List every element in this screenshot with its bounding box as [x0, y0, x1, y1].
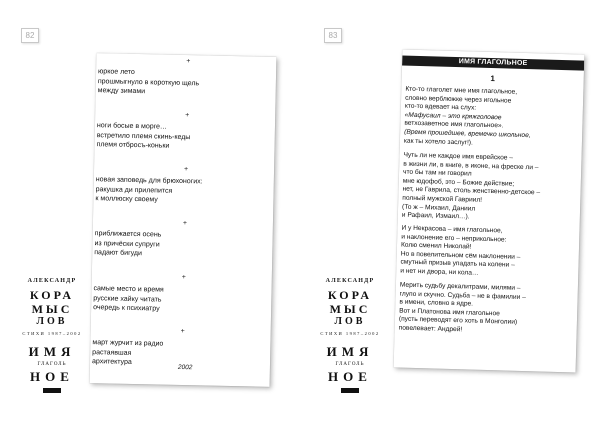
- poem-line: ветхозаветное имя глагольное».: [404, 119, 504, 130]
- poem-title: ИМЯ ГЛАГОЛЬНОЕ: [458, 58, 528, 68]
- stanza-separator: +: [182, 220, 188, 228]
- spine-block: [43, 388, 61, 393]
- stanza-separator: +: [186, 58, 191, 66]
- poem-line: повелевает: Андрей!: [398, 324, 463, 334]
- poem-stanza: [404, 86, 582, 151]
- spine-title-2: НОЕ: [328, 369, 372, 384]
- stanza-separator: +: [183, 166, 189, 174]
- haiku-line: русские хайку читать: [93, 294, 162, 304]
- haiku-line: племя отбросъ-коньки: [96, 141, 170, 150]
- stanza-separator: +: [181, 273, 186, 282]
- poem-line: в имени, словно в ядре.: [399, 298, 474, 308]
- poem-line: Мерить судьбу декалитрами, милями –: [399, 281, 521, 292]
- poem-stanza: [402, 152, 580, 226]
- haiku-line: приближается осень: [94, 230, 162, 239]
- year-label: 2002: [177, 363, 193, 372]
- haiku-stanza: [96, 121, 190, 151]
- page-number-right: 83: [324, 28, 342, 43]
- haiku-stanza: [94, 229, 161, 259]
- poem-line: (То ж – Михаил, Даниил: [401, 203, 476, 213]
- stanza-separator: +: [185, 112, 190, 120]
- haiku-stanza: [95, 175, 202, 206]
- poem-line: смутный призыв упадать на колени –: [400, 258, 515, 270]
- book-spine-right: [320, 278, 380, 408]
- spine-name-part-3: ЛОВ: [36, 316, 68, 327]
- poem-line: как ты хотело заслуг!).: [403, 137, 473, 147]
- haiku-line: юркое лето: [98, 68, 135, 76]
- spine-subtitle: ГЛАГОЛЬ: [37, 362, 67, 367]
- poem-line: глупо и скучно. Судьба – не в фамилии –: [399, 290, 526, 301]
- spine-name-part-3: ЛОВ: [334, 316, 366, 327]
- haiku-line: ракушка ди прилепится: [95, 185, 173, 195]
- haiku-line: к моллюску своему: [95, 195, 158, 204]
- poem-line: Чуть ли не каждое имя еврейское –: [403, 151, 514, 162]
- spine-name-part-2: МЫС: [31, 302, 73, 316]
- poem-line: Но в повелительном сём наклонении –: [400, 250, 521, 261]
- haiku-line: из причёски супруги: [94, 239, 160, 249]
- poem-line: кто-то вдевает на слух:: [404, 102, 477, 112]
- page-number-left: 82: [21, 28, 39, 43]
- poem-line: словно верблюжке через игольное: [405, 94, 512, 105]
- spine-author: АЛЕКСАНДР: [325, 278, 375, 284]
- poem-line: и наклонение его – неприкольное:: [401, 233, 507, 244]
- poem-line: нет, не Гаврила, столь женственно-детское –: [402, 185, 541, 197]
- poem-line: и нет ни двора, ни кола…: [400, 267, 479, 277]
- poem-line: И у Некрасова – имя глагольное,: [401, 224, 503, 235]
- spine-title-1: ИМЯ: [28, 344, 76, 359]
- haiku-line: растаявшая: [92, 348, 132, 357]
- spine-name-part-2: МЫС: [329, 302, 371, 316]
- haiku-line: март журчит из радио: [92, 339, 164, 348]
- haiku-stanza: [98, 67, 200, 98]
- poem-stanza: [399, 282, 576, 338]
- poem-line: Кто-то глаголет мне имя глагольное,: [405, 85, 518, 96]
- haiku-line: встретило племя скинь-кеды: [96, 131, 191, 141]
- poem-line: (пусть переводят его хоть в Монголии): [398, 315, 518, 327]
- spine-years: СТИХИ 1987–2002: [22, 331, 82, 336]
- stanza-separator: +: [180, 327, 185, 336]
- section-number: 1: [490, 73, 496, 84]
- left-page: [90, 53, 277, 387]
- poem-line: (Время прошедшее, времечко школьное,: [404, 128, 531, 140]
- haiku-line: очередь к психиатру: [93, 304, 160, 313]
- spine-block: [341, 388, 359, 393]
- haiku-stanza: [93, 284, 164, 314]
- spine-years: СТИХИ 1987–2002: [320, 331, 380, 336]
- spine-title-2: НОЕ: [30, 369, 74, 384]
- spine-author: АЛЕКСАНДР: [27, 278, 77, 284]
- poem-line: Вот и Платонова имя глагольное: [399, 307, 500, 318]
- spine-name-part-1: КОРА: [29, 288, 75, 302]
- book-spine-left: [22, 278, 82, 408]
- poem-line: что бы там ни говорил: [402, 168, 472, 178]
- haiku-line: прошмыгнуло в короткую щель: [97, 77, 200, 87]
- haiku-line: между зимами: [97, 87, 146, 96]
- haiku-line: самые место и время: [93, 285, 164, 294]
- haiku-stanza: [92, 338, 164, 368]
- spine-title-1: ИМЯ: [326, 344, 374, 359]
- spine-subtitle: ГЛАГОЛЬ: [335, 362, 365, 367]
- poem-body: [398, 50, 584, 334]
- haiku-line: ноги босые в морге…: [96, 122, 168, 131]
- poem-title-bar: [402, 56, 584, 71]
- poem-line: и Рафаил, Измаил…).: [401, 211, 470, 221]
- poem-line: «Мафусаил – это кряжголовое: [404, 111, 502, 122]
- haiku-column: [91, 53, 276, 366]
- right-page: [394, 50, 585, 373]
- poem-line: мне юдофоб, это – Божие действие;: [402, 177, 515, 188]
- haiku-line: новая заповедь для брюхоногих:: [95, 176, 203, 186]
- spine-name-part-1: КОРА: [327, 288, 373, 302]
- poem-line: в жизни ли, в книге, в иконе, на фреске ли –: [403, 160, 539, 171]
- haiku-line: падают бигуди: [94, 249, 143, 258]
- poem-line: полный мужской Гавриил!: [402, 194, 483, 204]
- poem-stanza: [400, 225, 577, 281]
- poem-line: Колю сменил Николай!: [400, 241, 472, 251]
- haiku-line: архитектура: [91, 358, 132, 366]
